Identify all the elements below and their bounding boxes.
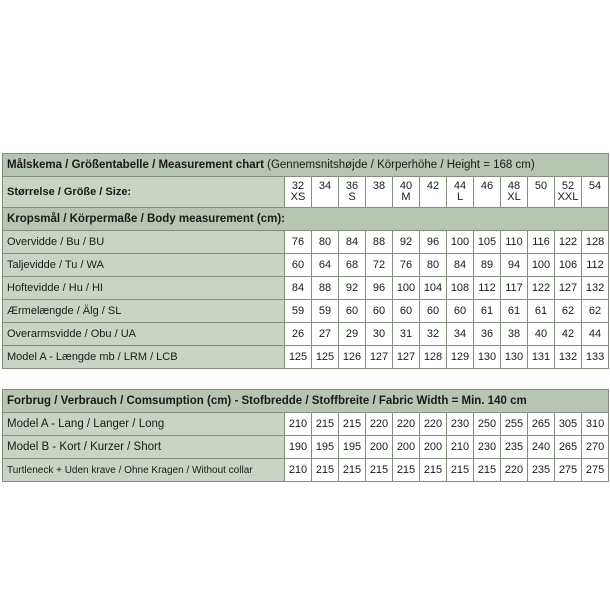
size-label: Størrelse / Größe / Size: <box>3 177 285 208</box>
value-cell: 72 <box>366 254 393 277</box>
size-code: XS <box>290 191 306 203</box>
value-cell: 132 <box>555 346 582 369</box>
size-code <box>420 192 446 203</box>
value-cell: 26 <box>285 323 312 346</box>
value-cell: 44 <box>582 323 609 346</box>
value-cell: 94 <box>501 254 528 277</box>
value-cell: 60 <box>420 300 447 323</box>
value-cell: 235 <box>528 459 555 482</box>
value-cell: 255 <box>501 413 528 436</box>
value-cell: 210 <box>447 436 474 459</box>
value-cell: 220 <box>393 413 420 436</box>
value-cell: 220 <box>366 413 393 436</box>
size-number: 48 <box>507 180 521 192</box>
value-cell: 84 <box>447 254 474 277</box>
value-cell: 122 <box>528 277 555 300</box>
size-code: L <box>456 191 464 203</box>
value-cell: 64 <box>312 254 339 277</box>
size-number: 34 <box>318 180 332 192</box>
value-cell: 59 <box>285 300 312 323</box>
value-cell: 215 <box>447 459 474 482</box>
value-cell: 200 <box>366 436 393 459</box>
row-label: Taljevidde / Tu / WA <box>3 254 285 277</box>
value-cell: 215 <box>420 459 447 482</box>
size-number: 52 <box>561 180 575 192</box>
value-cell: 250 <box>474 413 501 436</box>
value-cell: 88 <box>366 231 393 254</box>
size-cell <box>582 177 609 208</box>
size-cell <box>447 177 474 208</box>
value-cell: 112 <box>474 277 501 300</box>
row-label: Model A - Lang / Langer / Long <box>3 413 285 436</box>
value-cell: 265 <box>528 413 555 436</box>
row-label: Overvidde / Bu / BU <box>3 231 285 254</box>
table-row <box>3 277 609 300</box>
value-cell: 126 <box>339 346 366 369</box>
size-cell <box>528 177 555 208</box>
value-cell: 275 <box>582 459 609 482</box>
value-cell: 265 <box>555 436 582 459</box>
size-code: XL <box>507 191 521 203</box>
size-number: 38 <box>372 180 386 192</box>
value-cell: 235 <box>501 436 528 459</box>
value-cell: 42 <box>555 323 582 346</box>
value-cell: 40 <box>528 323 555 346</box>
value-cell: 190 <box>285 436 312 459</box>
value-cell: 200 <box>393 436 420 459</box>
row-label: Overarmsvidde / Obu / UA <box>3 323 285 346</box>
value-cell: 200 <box>420 436 447 459</box>
value-cell: 215 <box>339 413 366 436</box>
size-number: 40 <box>399 180 413 192</box>
value-cell: 31 <box>393 323 420 346</box>
value-cell: 130 <box>474 346 501 369</box>
value-cell: 195 <box>339 436 366 459</box>
value-cell: 122 <box>555 231 582 254</box>
value-cell: 80 <box>312 231 339 254</box>
size-code <box>366 192 392 203</box>
size-cell <box>312 177 339 208</box>
value-cell: 34 <box>447 323 474 346</box>
value-cell: 220 <box>420 413 447 436</box>
value-cell: 84 <box>339 231 366 254</box>
value-cell: 88 <box>312 277 339 300</box>
value-cell: 125 <box>312 346 339 369</box>
value-cell: 61 <box>474 300 501 323</box>
size-number: 42 <box>426 180 440 192</box>
value-cell: 230 <box>447 413 474 436</box>
size-cell <box>393 177 420 208</box>
value-cell: 96 <box>366 277 393 300</box>
size-row <box>3 177 609 208</box>
measurement-chart-table <box>2 153 609 369</box>
value-cell: 92 <box>393 231 420 254</box>
size-number: 44 <box>453 180 467 192</box>
size-number: 54 <box>588 180 602 192</box>
value-cell: 310 <box>582 413 609 436</box>
table-row <box>3 323 609 346</box>
value-cell: 131 <box>528 346 555 369</box>
value-cell: 60 <box>447 300 474 323</box>
value-cell: 29 <box>339 323 366 346</box>
value-cell: 275 <box>555 459 582 482</box>
size-number: 46 <box>480 180 494 192</box>
table-row <box>3 300 609 323</box>
value-cell: 110 <box>501 231 528 254</box>
value-cell: 96 <box>420 231 447 254</box>
value-cell: 215 <box>312 413 339 436</box>
size-number: 32 <box>291 180 305 192</box>
size-number: 50 <box>534 180 548 192</box>
value-cell: 129 <box>447 346 474 369</box>
table-row <box>3 231 609 254</box>
value-cell: 60 <box>366 300 393 323</box>
value-cell: 89 <box>474 254 501 277</box>
value-cell: 92 <box>339 277 366 300</box>
value-cell: 60 <box>285 254 312 277</box>
size-number: 36 <box>345 180 359 192</box>
value-cell: 80 <box>420 254 447 277</box>
value-cell: 215 <box>312 459 339 482</box>
value-cell: 117 <box>501 277 528 300</box>
value-cell: 38 <box>501 323 528 346</box>
value-cell: 195 <box>312 436 339 459</box>
table-row <box>3 254 609 277</box>
value-cell: 270 <box>582 436 609 459</box>
value-cell: 132 <box>582 277 609 300</box>
value-cell: 60 <box>393 300 420 323</box>
row-label: Hoftevidde / Hu / HI <box>3 277 285 300</box>
value-cell: 127 <box>393 346 420 369</box>
value-cell: 133 <box>582 346 609 369</box>
value-cell: 30 <box>366 323 393 346</box>
size-cell <box>366 177 393 208</box>
consumption-table <box>2 389 609 482</box>
value-cell: 106 <box>555 254 582 277</box>
table-row <box>3 436 609 459</box>
size-cell <box>555 177 582 208</box>
value-cell: 215 <box>393 459 420 482</box>
size-code <box>582 192 608 203</box>
table-row <box>3 459 609 482</box>
value-cell: 62 <box>555 300 582 323</box>
value-cell: 125 <box>285 346 312 369</box>
value-cell: 210 <box>285 459 312 482</box>
size-code <box>528 192 554 203</box>
value-cell: 32 <box>420 323 447 346</box>
value-cell: 100 <box>447 231 474 254</box>
value-cell: 240 <box>528 436 555 459</box>
size-code: S <box>348 191 356 203</box>
consumption-title: Forbrug / Verbrauch / Comsumption (cm) - Stofbredde / Stoffbreite / Fabric Width = Min. 140 cm <box>3 390 609 413</box>
value-cell: 215 <box>474 459 501 482</box>
value-cell: 84 <box>285 277 312 300</box>
value-cell: 130 <box>501 346 528 369</box>
value-cell: 230 <box>474 436 501 459</box>
table-row <box>3 413 609 436</box>
value-cell: 76 <box>285 231 312 254</box>
value-cell: 61 <box>528 300 555 323</box>
value-cell: 100 <box>528 254 555 277</box>
value-cell: 210 <box>285 413 312 436</box>
value-cell: 220 <box>501 459 528 482</box>
value-cell: 76 <box>393 254 420 277</box>
value-cell: 108 <box>447 277 474 300</box>
value-cell: 59 <box>312 300 339 323</box>
size-cell <box>501 177 528 208</box>
value-cell: 112 <box>582 254 609 277</box>
value-cell: 116 <box>528 231 555 254</box>
value-cell: 128 <box>420 346 447 369</box>
value-cell: 36 <box>474 323 501 346</box>
size-cell <box>285 177 312 208</box>
value-cell: 127 <box>555 277 582 300</box>
value-cell: 27 <box>312 323 339 346</box>
value-cell: 127 <box>366 346 393 369</box>
size-code: XXL <box>557 191 579 203</box>
measurement-chart-title: Målskema / Größentabelle / Measurement chart (Gennemsnitshøjde / Körperhöhe / Height = 168 cm) <box>3 154 609 177</box>
value-cell: 104 <box>420 277 447 300</box>
size-cell <box>339 177 366 208</box>
value-cell: 62 <box>582 300 609 323</box>
size-code: M <box>401 191 411 203</box>
value-cell: 215 <box>339 459 366 482</box>
value-cell: 128 <box>582 231 609 254</box>
value-cell: 305 <box>555 413 582 436</box>
size-cell <box>420 177 447 208</box>
row-label: Model A - Længde mb / LRM / LCB <box>3 346 285 369</box>
value-cell: 100 <box>393 277 420 300</box>
row-label: Turtleneck + Uden krave / Ohne Kragen / Without collar <box>3 459 285 482</box>
value-cell: 68 <box>339 254 366 277</box>
table-row <box>3 346 609 369</box>
value-cell: 105 <box>474 231 501 254</box>
size-code <box>312 192 338 203</box>
value-cell: 61 <box>501 300 528 323</box>
value-cell: 215 <box>366 459 393 482</box>
size-code <box>474 192 500 203</box>
row-label: Model B - Kort / Kurzer / Short <box>3 436 285 459</box>
size-cell <box>474 177 501 208</box>
body-measurement-section-label: Kropsmål / Körpermaße / Body measurement (cm): <box>3 208 609 231</box>
value-cell: 60 <box>339 300 366 323</box>
row-label: Ærmelængde / Älg / SL <box>3 300 285 323</box>
